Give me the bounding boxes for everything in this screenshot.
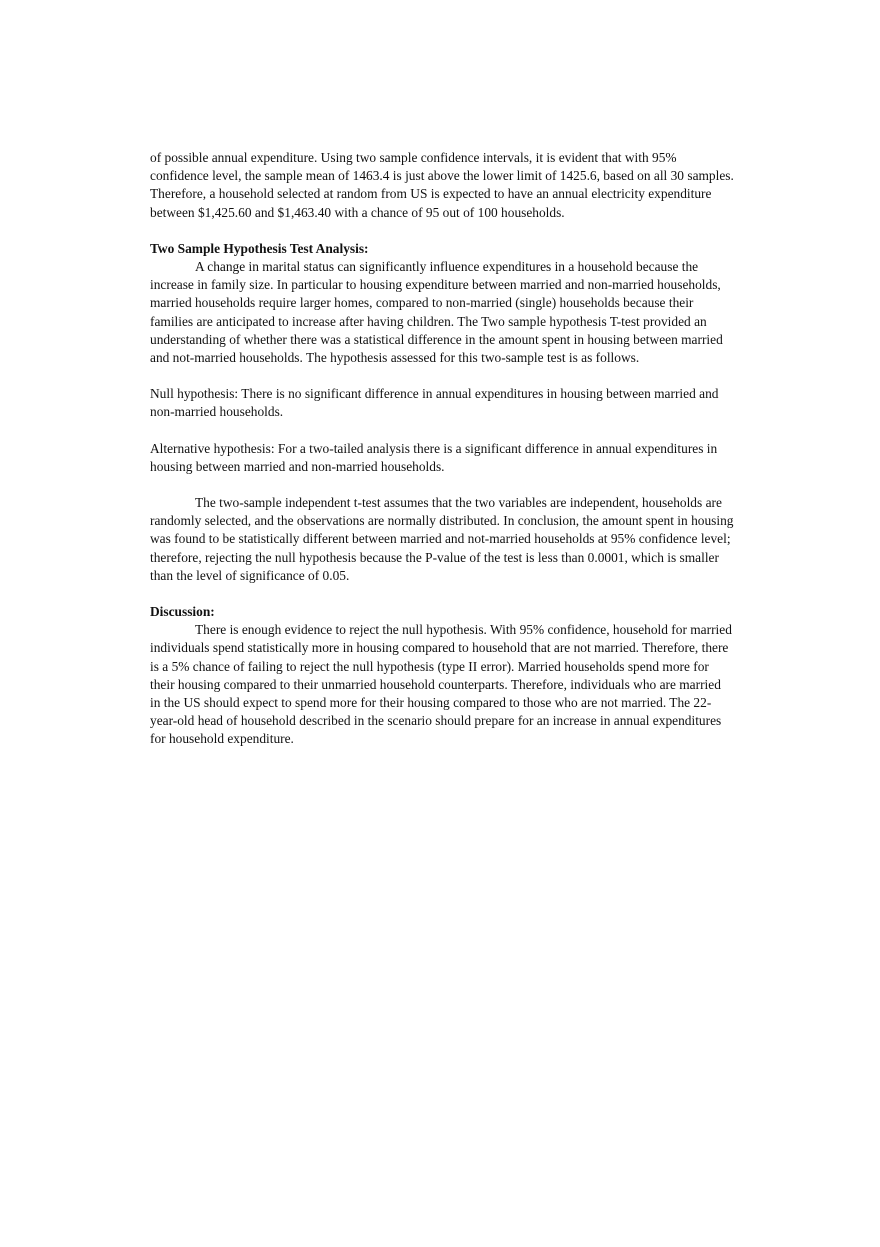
spacer (150, 476, 734, 494)
alternative-hypothesis-paragraph: Alternative hypothesis: For a two-tailed analysis there is a significant difference in annual expenditures in housing between married and non-married households. (150, 440, 718, 474)
spacer (150, 367, 734, 385)
document-page (150, 149, 734, 749)
null-hypothesis-paragraph: Null hypothesis: There is no significant difference in annual expenditures in housing between married and non-married households. (150, 386, 719, 420)
intro-paragraph: of possible annual expenditure. Using two sample confidence intervals, it is evident that with 95% confidence level, the sample mean of 1463.4 is just above the lower limit of 1425.6, based on all 30 samples. Therefore, a household selected at random from US is expected to have an annual electricity expenditure between $1,425.60 and $1,463.40 with a chance of 95 out of 100 households. (150, 150, 734, 220)
hypothesis-test-paragraph: A change in marital status can significantly influence expenditures in a household because the increase in family size. In particular to housing expenditure between married and non-married households, married households require larger homes, compared to non-married (single) households because their families are anticipated to increase after having children. The Two sample hypothesis T-test provided an understanding of whether there was a statistical difference in the amount spent in housing between married and not-married households. The hypothesis assessed for this two-sample test is as follows. (150, 259, 723, 366)
section-heading-hypothesis-test: Two Sample Hypothesis Test Analysis: (150, 240, 369, 256)
spacer (150, 585, 734, 603)
discussion-paragraph: There is enough evidence to reject the null hypothesis. With 95% confidence, household for married individuals spend statistically more in housing compared to household that are not married. Therefore, there is a 5% chance of failing to reject the null hypothesis (type II error). Married households spend more for their housing compared to their unmarried household counterparts. Therefore, individuals who are married in the US should expect to spend more for their housing compared to those who are not married. The 22-year-old head of household described in the scenario should prepare for an increase in annual expenditures for household expenditure. (150, 622, 732, 747)
section-heading-discussion: Discussion: (150, 604, 215, 620)
t-test-conclusion-paragraph: The two-sample independent t-test assumes that the two variables are independent, households are randomly selected, and the observations are normally distributed. In conclusion, the amount spent in housing was found to be statistically different between married and not-married households at 95% confidence level; therefore, rejecting the null hypothesis because the P-value of the test is less than 0.0001, which is smaller than the level of significance of 0.05. (150, 495, 734, 583)
spacer (150, 222, 734, 240)
spacer (150, 422, 734, 440)
